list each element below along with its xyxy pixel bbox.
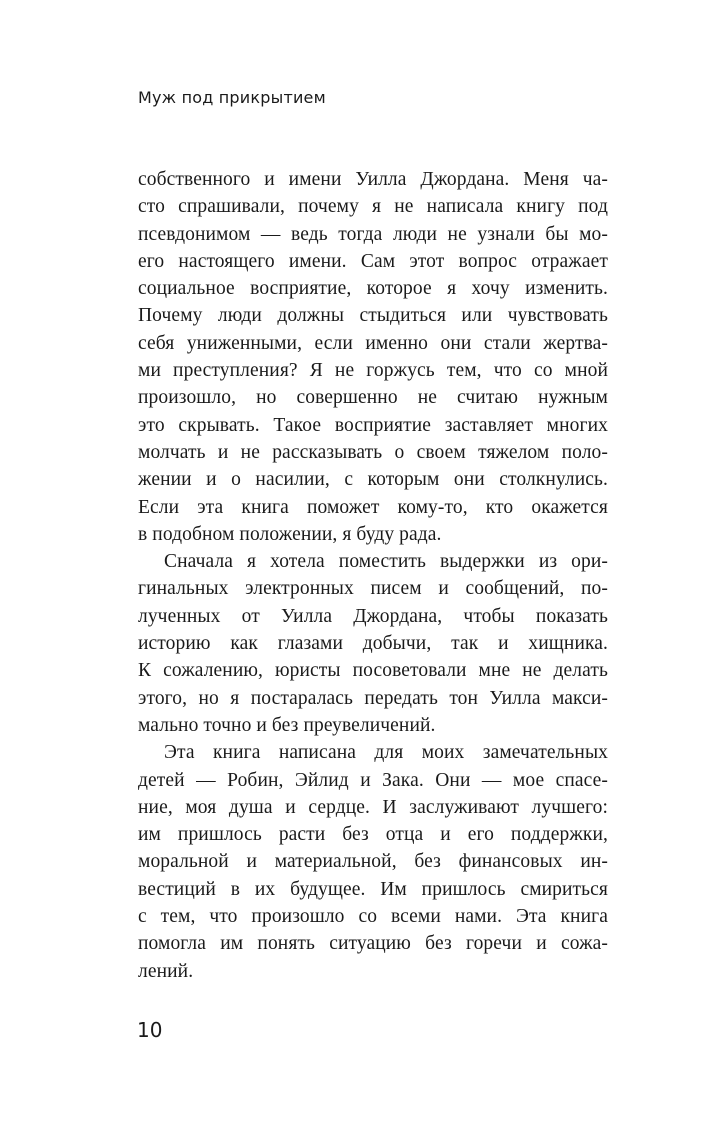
text-line: им пришлось расти без отца и его поддержки,: [138, 824, 608, 846]
text-line: этого, но я постаралась передать тон Уилла макси-: [138, 687, 608, 709]
text-line: ми преступления? Я не горжусь тем, что со мной: [138, 360, 608, 382]
text-line: помогла им понять ситуацию без горечи и сожа-: [138, 933, 608, 955]
text-line: моральной и материальной, без финансовых ин-: [138, 851, 608, 873]
text-line: сто спрашивали, почему я не написала книгу под: [138, 196, 608, 218]
text-line: это скрывать. Такое восприятие заставляет многих: [138, 414, 608, 436]
text-line: историю как глазами добычи, так и хищника.: [138, 633, 608, 655]
text-line: лученных от Уилла Джордана, чтобы показать: [138, 605, 608, 627]
page-number: 10: [137, 1018, 163, 1042]
text-line: ние, моя душа и сердце. И заслуживают лучшего:: [138, 796, 608, 818]
text-line: Эта книга написана для моих замечательных: [164, 742, 608, 764]
text-line: Если эта книга поможет кому-то, кто окажется: [138, 496, 608, 518]
text-line: детей — Робин, Эйлид и Зака. Они — мое спасе-: [138, 769, 608, 791]
text-line: с тем, что произошло со всеми нами. Эта книга: [138, 906, 608, 928]
text-line: лений.: [138, 960, 194, 982]
text-line: вестиций в их будущее. Им пришлось смириться: [138, 878, 608, 900]
text-line: в подобном положении, я буду рада.: [138, 523, 442, 545]
text-line: псевдонимом — ведь тогда люди не узнали бы мо-: [138, 223, 608, 245]
text-line: жении и о насилии, с которым они столкнулись.: [138, 469, 608, 491]
text-line: себя униженными, если именно они стали жертва-: [138, 332, 608, 354]
text-line: Почему люди должны стыдиться или чувствовать: [138, 305, 608, 327]
text-line: произошло, но совершенно не считаю нужным: [138, 387, 608, 409]
text-line: собственного и имени Уилла Джордана. Меня ча-: [138, 169, 608, 190]
text-line: Сначала я хотела поместить выдержки из ори-: [164, 551, 608, 573]
text-line: социальное восприятие, которое я хочу изменить.: [138, 278, 608, 300]
text-line: его настоящего имени. Сам этот вопрос отражает: [138, 250, 608, 272]
text-line: гинальных электронных писем и сообщений, по-: [138, 578, 608, 600]
body-text: [138, 166, 608, 985]
running-header: Муж под прикрытием: [138, 88, 326, 107]
text-line: молчать и не рассказывать о своем тяжелом поло-: [138, 441, 608, 463]
text-line: К сожалению, юристы посоветовали мне не делать: [138, 660, 608, 682]
text-line: мально точно и без преувеличений.: [138, 714, 436, 736]
